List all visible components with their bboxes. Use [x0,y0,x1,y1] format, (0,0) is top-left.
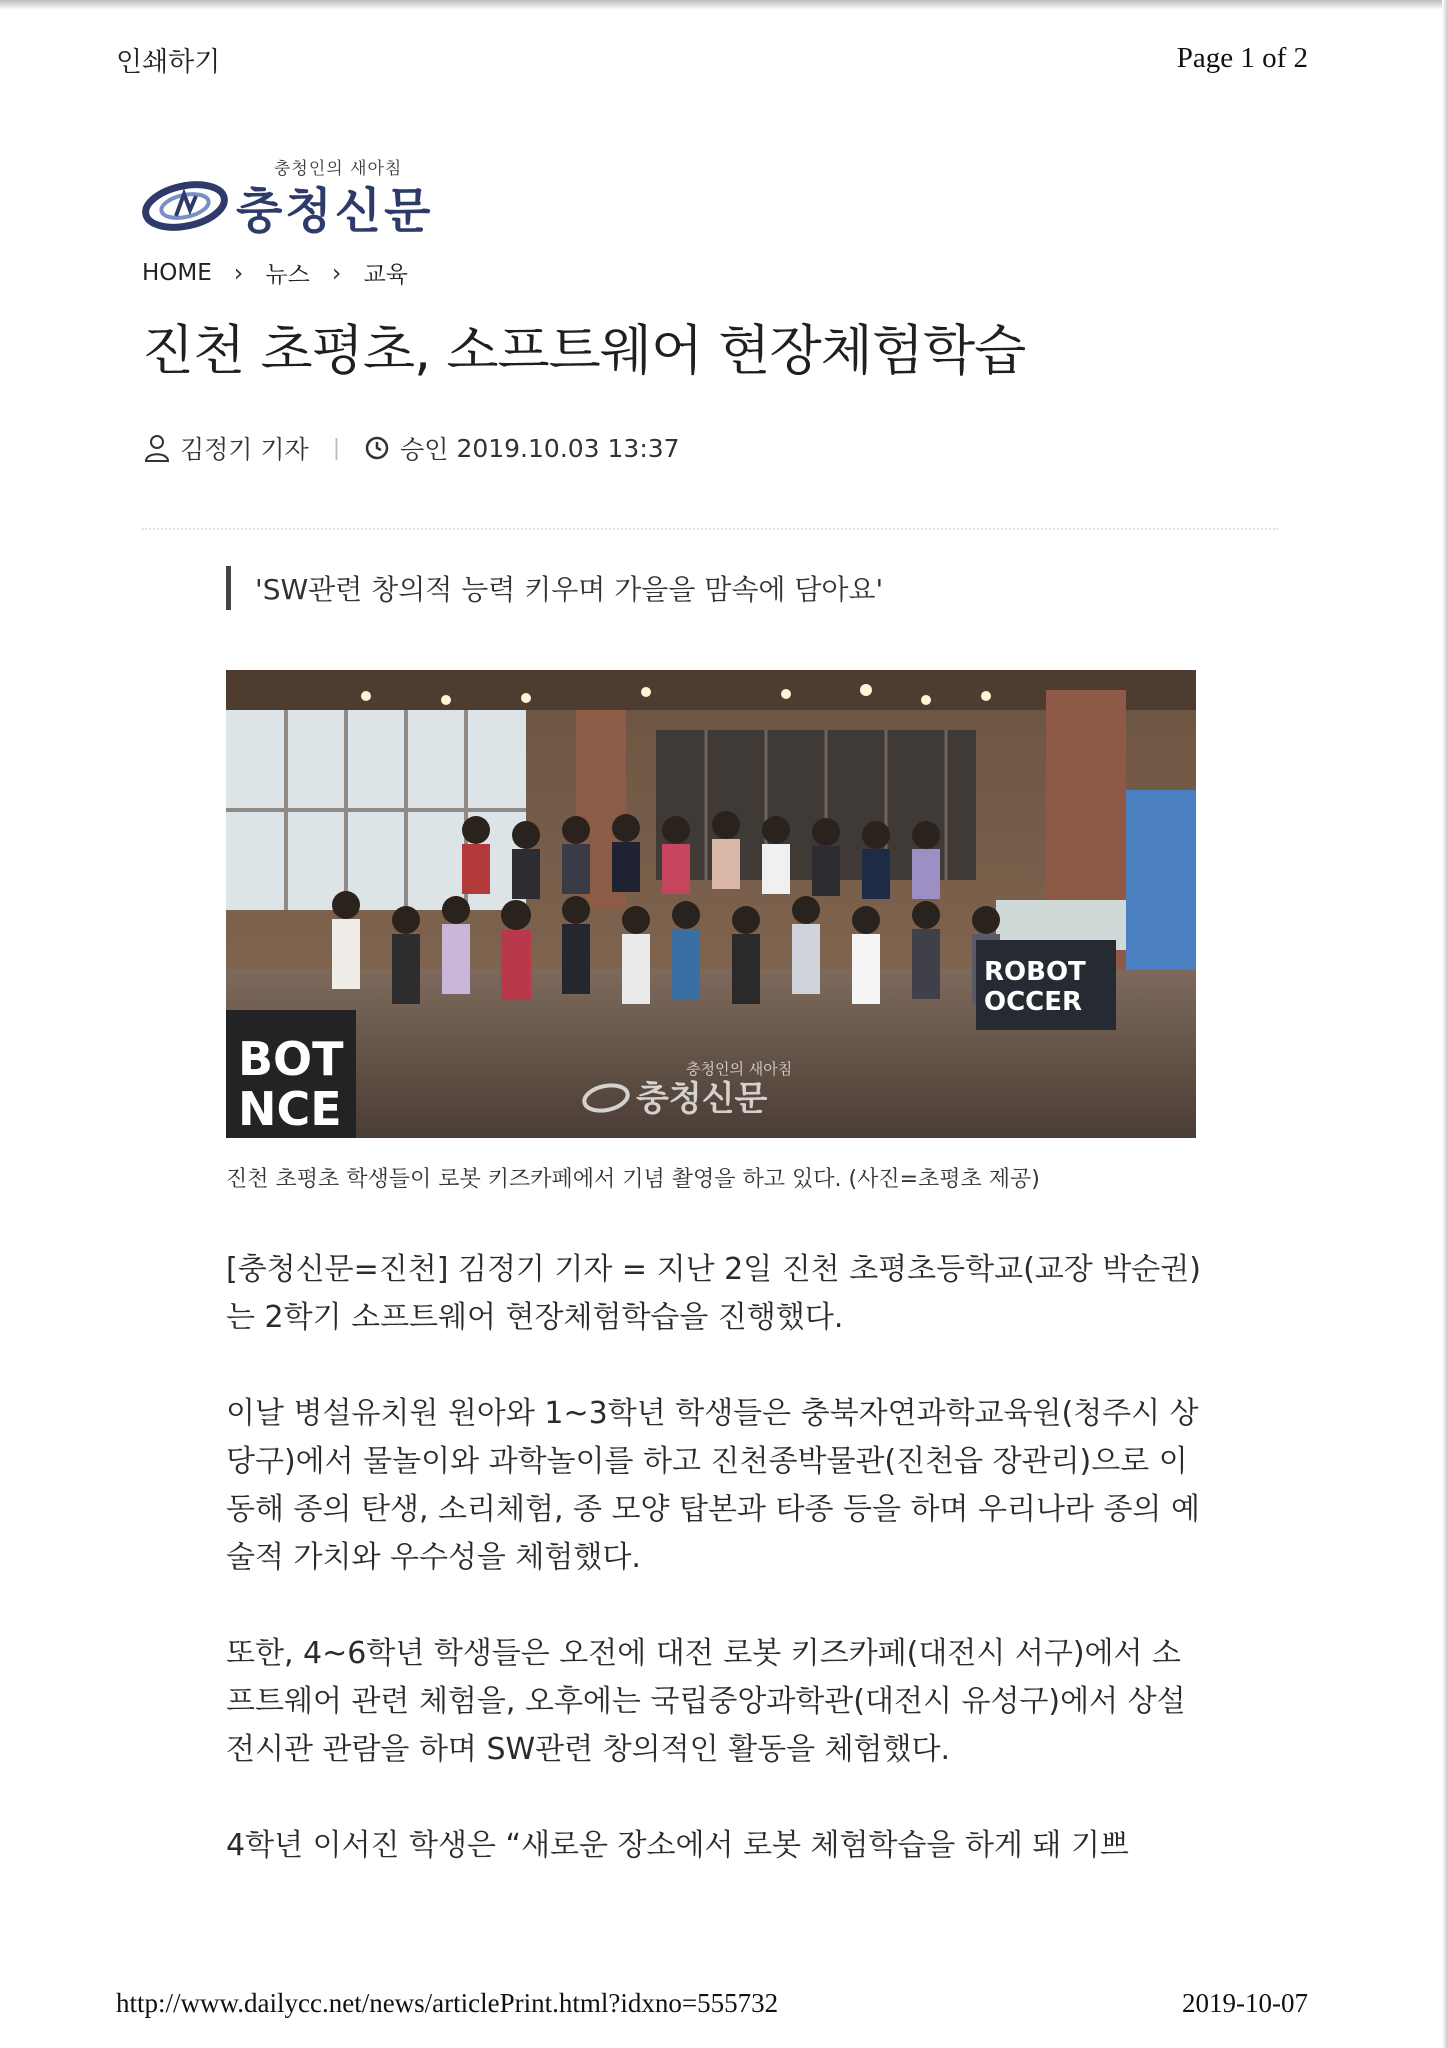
photo-sign-left-line2: NCE [238,1082,342,1136]
photo-sign-right-line1: ROBOT [984,957,1086,987]
subhead-text: 'SW관련 창의적 능력 키우며 가을을 맘속에 담아요' [255,573,884,606]
breadcrumb-education[interactable]: 교육 [363,262,408,288]
watermark-tagline: 충청인의 새아침 [686,1060,793,1078]
photo-sign-left-line1: BOT [238,1032,344,1086]
article-byline [144,430,680,466]
logo-emblem-icon [140,178,230,234]
approved-label: 승인 [400,435,449,464]
article-photo [226,670,1196,1138]
clock-icon [364,435,390,461]
group-photo-illustration [226,670,1196,1138]
breadcrumb-home[interactable]: HOME [142,259,212,286]
article-subhead [226,566,883,610]
photo-sign-right-line2: OCCER [984,987,1083,1017]
article-headline: 진천 초평초, 소프트웨어 현장체험학습 [142,319,1026,382]
scan-edge-right [1442,0,1448,2048]
article-paragraph: [충청신문=진천] 김정기 기자 = 지난 2일 진천 초평초등학교(교장 박순권)는 2학기 소프트웨어 현장체험학습을 진행했다. [226,1252,1201,1335]
publish-datetime: 2019.10.03 13:37 [456,433,680,463]
photo-caption: 진천 초평초 학생들이 로봇 키즈카페에서 기념 촬영을 하고 있다. (사진=초평초 제공) [226,1167,1040,1192]
header-divider [142,528,1278,530]
article-body [226,1246,1206,1918]
chevron-right-icon: › [331,258,342,287]
watermark-name: 충청신문 [636,1079,768,1119]
article-paragraph: 또한, 4~6학년 학생들은 오전에 대전 로봇 키즈카페(대전시 서구)에서 소프트웨어 관련 체험을, 오후에는 국립중앙과학관(대전시 유성구)에서 상설전시관 관람을 하며 SW관련 창의적인 활동을 체험했다. [226,1636,1186,1767]
newspaper-logo[interactable] [140,150,480,240]
chevron-right-icon: › [233,258,244,287]
article-paragraph: 4학년 이서진 학생은 “새로운 장소에서 로봇 체험학습을 하게 돼 기쁘 [226,1828,1129,1863]
logo-tagline: 충청인의 새아침 [274,159,403,179]
article-paragraph: 이날 병설유치원 원아와 1~3학년 학생들은 충북자연과학교육원(청주시 상당구)에서 물놀이와 과학놀이를 하고 진천종박물관(진천읍 장관리)으로 이동해 종의 탄생, 소리체험, 종 모양 탑본과 타종 등을 하며 우리나라 종의 예술적 가치와 우수성을 체험했다. [226,1396,1200,1575]
print-link[interactable]: 인쇄하기 [116,47,221,78]
breadcrumb [142,256,408,289]
person-icon [144,434,170,462]
reporter-name[interactable]: 김정기 기자 [180,435,309,464]
page-number: Page 1 of 2 [1176,42,1308,74]
print-date: 2019-10-07 [1182,1988,1308,2018]
breadcrumb-news[interactable]: 뉴스 [265,262,310,288]
scan-edge-top [0,0,1448,10]
byline-divider: | [332,435,341,461]
print-header [116,40,1308,80]
logo-name: 충청신문 [236,183,434,239]
print-url[interactable]: http://www.dailycc.net/news/articlePrint.html?idxno=555732 [116,1988,779,2018]
